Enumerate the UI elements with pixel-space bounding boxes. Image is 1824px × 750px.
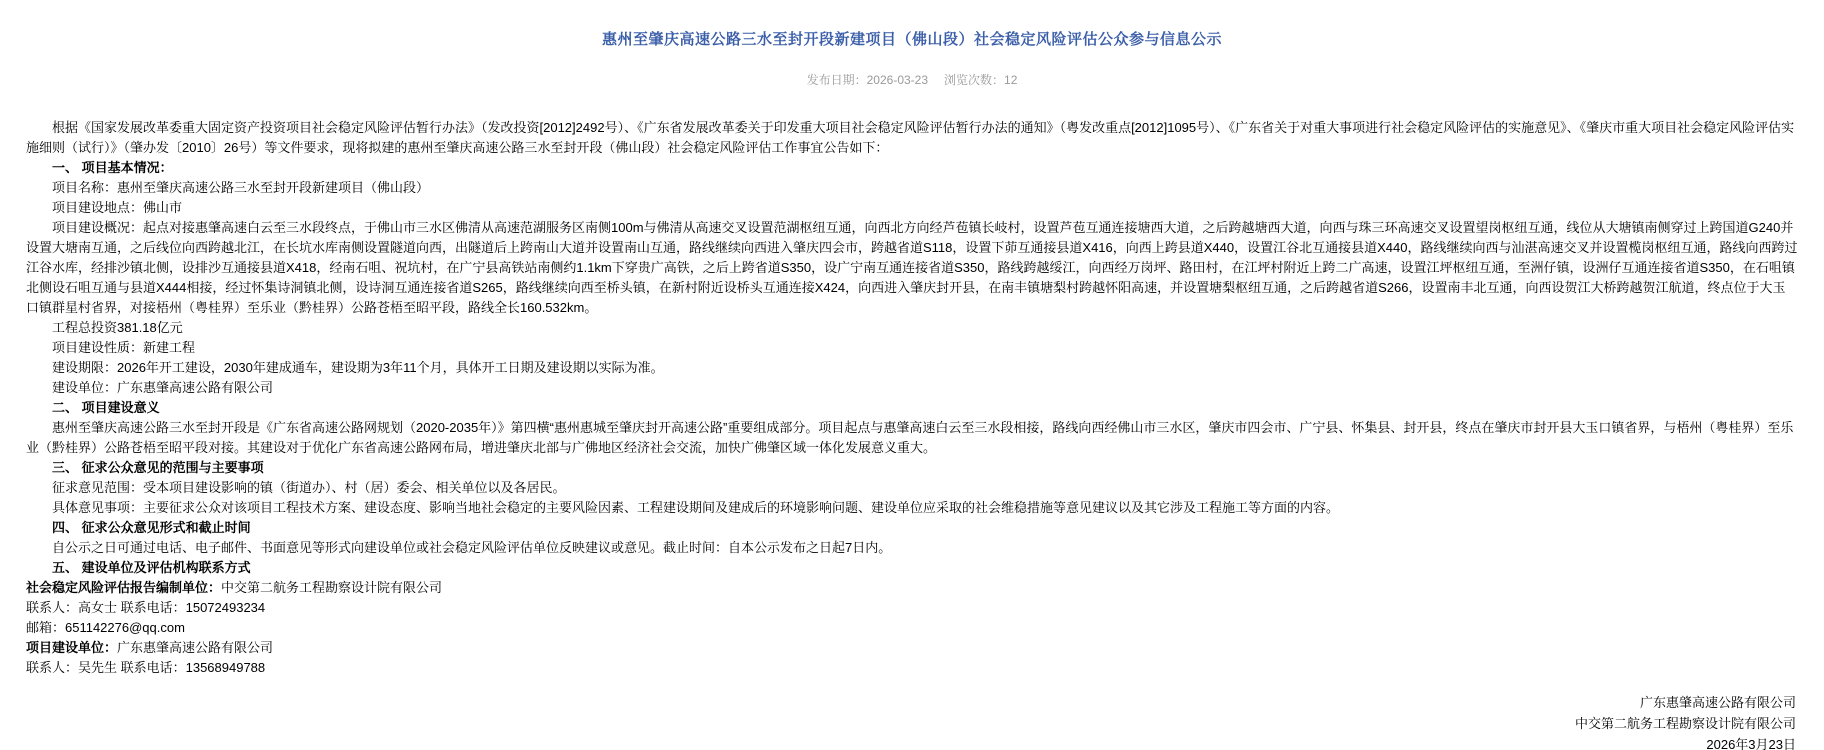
opinion-scope-line: 征求意见范围：受本项目建设影响的镇（街道办）、村（居）委会、相关单位以及各居民。: [52, 480, 566, 495]
assessor-unit-name: 中交第二航务工程勘察设计院有限公司: [221, 580, 443, 595]
views-label: 浏览次数：: [944, 73, 1005, 87]
opinion-matters-line: 具体意见事项：主要征求公众对该项目工程技术方案、建设态度、影响当地社会稳定的主要风险因素、工程建设期间及建成后的环境影响问题、建设单位应采取的社会维稳措施等意见建议以及其它涉及工程施工等方面的内容。: [52, 500, 1340, 515]
footer-company-2: 中交第二航务工程勘察设计院有限公司: [1574, 716, 1796, 731]
construction-unit-line: 建设单位：广东惠肇高速公路有限公司: [52, 380, 274, 395]
builder-contact-line: 联系人：吴先生 联系电话：13568949788: [26, 660, 266, 675]
publish-date-label: 发布日期：: [806, 73, 867, 87]
publish-meta: [0, 71, 1824, 88]
assessor-contact-line: 联系人：高女士 联系电话：15072493234: [26, 600, 266, 615]
section-3-heading: 三、 征求公众意见的范围与主要事项: [52, 460, 264, 475]
construction-period-line: 建设期限：2026年开工建设，2030年建成通车，建设期为3年11个月，具体开工日期及建设期以实际为准。: [52, 360, 664, 375]
section-4-heading: 四、 征求公众意见形式和截止时间: [52, 520, 251, 535]
project-nature-line: 项目建设性质：新建工程: [52, 340, 196, 355]
notice-body: [0, 118, 1824, 678]
builder-unit-name: 广东惠肇高速公路有限公司: [117, 640, 274, 655]
section-1-heading: 一、 项目基本情况：: [52, 160, 173, 175]
feedback-form-line: 自公示之日可通过电话、电子邮件、书面意见等形式向建设单位或社会稳定风险评估单位反映建议或意见。截止时间：自本公示发布之日起7日内。: [52, 540, 892, 555]
total-investment-line: 工程总投资381.18亿元: [52, 320, 183, 335]
section-2-heading: 二、 项目建设意义: [52, 400, 160, 415]
footer-company-1: 广东惠肇高速公路有限公司: [1639, 695, 1796, 710]
project-name-line: 项目名称：惠州至肇庆高速公路三水至封开段新建项目（佛山段）: [52, 180, 430, 195]
intro-paragraph: 根据《国家发展改革委重大固定资产投资项目社会稳定风险评估暂行办法》（发改投资[2012]2492号）、《广东省发展改革委关于印发重大项目社会稳定风险评估暂行办法的通知》（粤发改重点[2012]1095号）、《广东省关于对重大事项进行社会稳定风险评估的实施意见》、《肇庆市重大项目社会稳定风险评估实施细则（试行）》（肇办发〔2010〕26号）等文件要求，现将拟建的惠州至肇庆高速公路三水至封开段（佛山段）社会稳定风险评估工作事宜公告如下：: [26, 120, 1795, 155]
project-overview-paragraph: 项目建设概况：起点对接惠肇高速白云至三水段终点，于佛山市三水区佛清从高速范湖服务区南侧100m与佛清从高速交叉设置范湖枢纽互通，向西北方向经芦苞镇长岐村，设置芦苞互通连接塘西大道，之后跨越塘西大道，向西与珠三环高速交叉设置望岗枢纽互通，线位从大塘镇南侧穿过上跨国道G240并设置大塘南互通，之后线位向西跨越北江，在长坑水库南侧设置隧道向西，出隧道后上跨南山大道并设置南山互通，路线继续向西进入肇庆四会市，跨越省道S118，设置下茆互通接县道X416，向西上跨县道X440，设置江谷北互通接县道X440，路线继续向西与汕湛高速交叉并设置榄岗枢纽互通，路线向西跨过江谷水库，经排沙镇北侧，设排沙互通接县道X418，经南石咀、祝坑村，在广宁县高铁站南侧约1.1km下穿贵广高铁，之后上跨省道S350，设广宁南互通连接省道S350，路线跨越绥江，向西经万岗坪、路田村，在江坪村附近上跨二广高速，设置江坪枢纽互通，至洲仔镇，设洲仔互通连接省道S350，在石咀镇北侧设石咀互通与县道X444相接，经过怀集诗洞镇北侧，设诗洞互通连接省道S265，路线继续向西至桥头镇，在新村附近设桥头互通连接X424，向西进入肇庆封开县，在南丰镇塘梨村跨越怀阳高速，并设置塘梨枢纽互通，之后跨越省道S266，设置南丰北互通，向西设贺江大桥跨越贺江航道，终点位于大玉口镇群星村省界，对接梧州（粤桂界）至乐业（黔桂界）公路苍梧至昭平段，路线全长160.532km。: [26, 220, 1798, 315]
page-title: 惠州至肇庆高速公路三水至封开段新建项目（佛山段）社会稳定风险评估公众参与信息公示: [601, 31, 1222, 48]
builder-unit-label: 项目建设单位：: [26, 640, 118, 655]
assessor-email-line: 邮箱：651142276@qq.com: [26, 620, 185, 635]
builder-unit-line: [26, 638, 1798, 658]
publish-date: 2026-03-23: [866, 73, 929, 87]
footer-date: 2026年3月23日: [1706, 737, 1796, 750]
signature-block: [0, 692, 1824, 750]
section-5-heading: 五、 建设单位及评估机构联系方式: [52, 560, 251, 575]
project-location-line: 项目建设地点：佛山市: [52, 200, 183, 215]
views-count: 12: [1004, 73, 1018, 87]
assessor-unit-label: 社会稳定风险评估报告编制单位：: [26, 580, 222, 595]
significance-paragraph: 惠州至肇庆高速公路三水至封开段是《广东省高速公路网规划（2020-2035年）》第四横“惠州惠城至肇庆封开高速公路”重要组成部分。项目起点与惠肇高速白云至三水段相接，路线向西经佛山市三水区，肇庆市四会市、广宁县、怀集县、封开县，终点在肇庆市封开县大玉口镇省界，与梧州（粤桂界）至乐业（黔桂界）公路苍梧至昭平段对接。其建设对于优化广东省高速公路网布局，增进肇庆北部与广佛地区经济社会交流，加快广佛肇区域一体化发展意义重大。: [26, 420, 1794, 455]
assessor-unit-line: [26, 578, 1798, 598]
